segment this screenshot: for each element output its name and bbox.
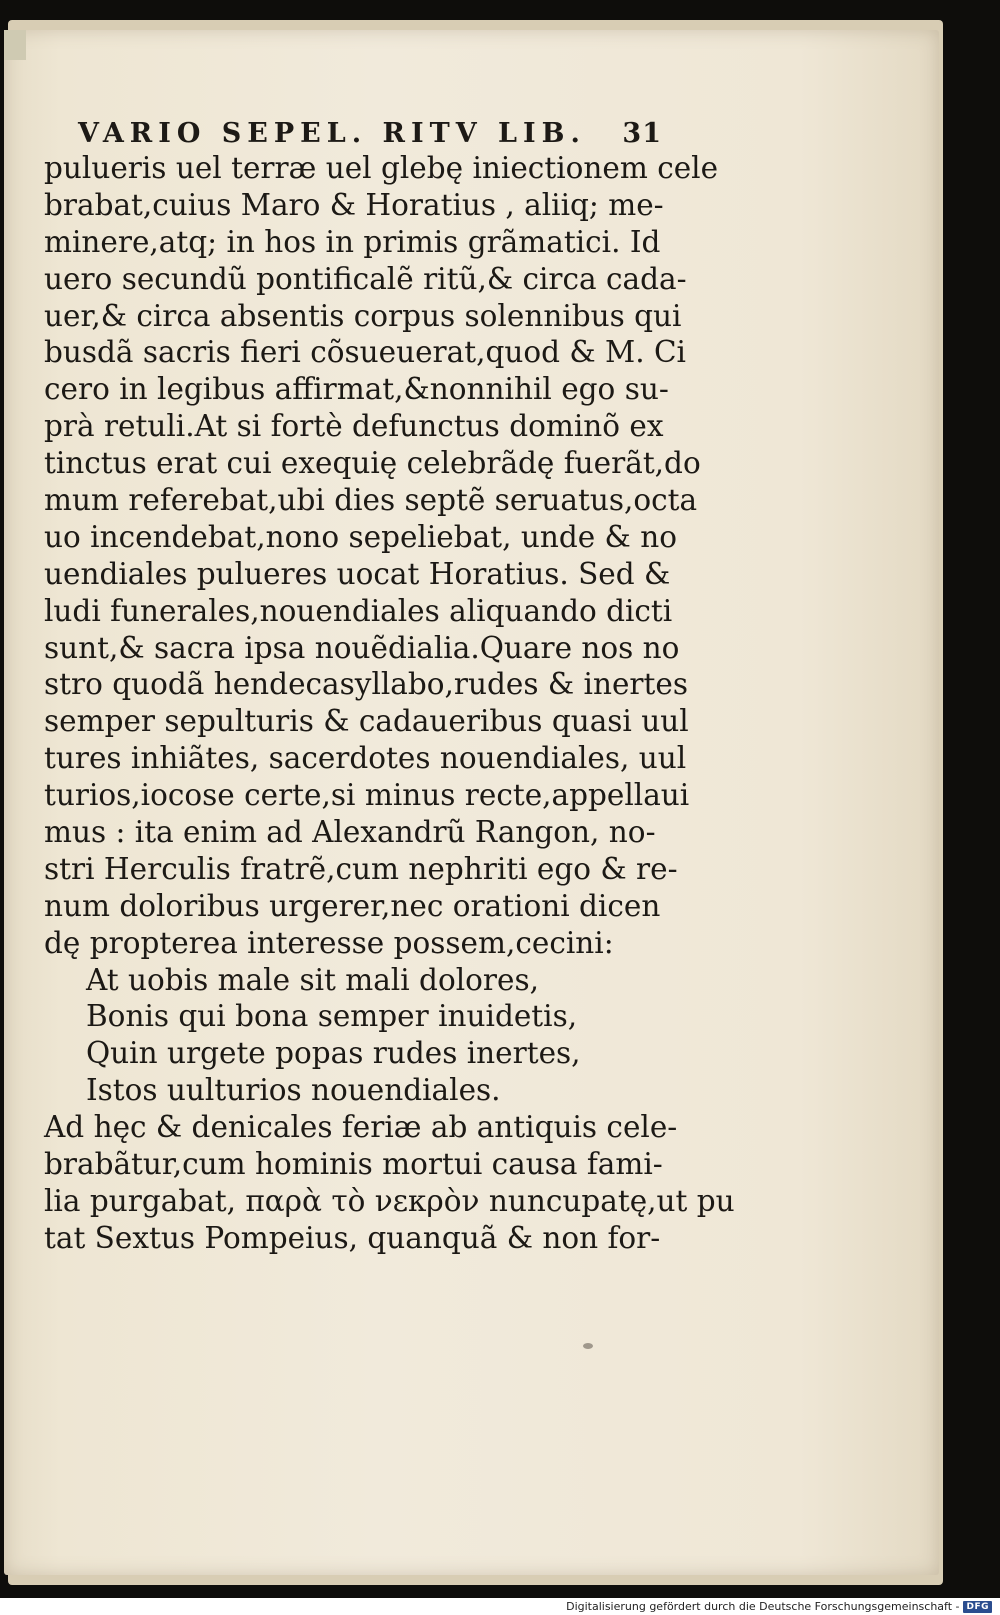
verse-line: Quin urgete popas rudes inertes, [86, 1036, 581, 1071]
text-line: stri Herculis fratrẽ,cum nephriti ego & re- [44, 851, 678, 886]
text-line: mum referebat,ubi dies septẽ seruatus,octa [44, 483, 698, 518]
text-line: uendiales pulueres uocat Horatius. Sed & [44, 556, 671, 591]
text-line: cero in legibus affirmat,&nonnihil ego su- [44, 372, 669, 407]
text-line: num doloribus urgerer,nec orationi dicen [44, 888, 661, 923]
text-line: uero secundũ pontificalẽ ritũ,& circa cada- [44, 261, 687, 296]
digitization-footer [566, 1600, 992, 1613]
text-line: busdã sacris fieri cõsueuerat,quod & M. Ci [44, 335, 686, 370]
dfg-logo-icon: DFG [963, 1601, 992, 1613]
text-line: stro quodã hendecasyllabo,rudes & inertes [44, 667, 688, 702]
ink-smudge [583, 1343, 593, 1349]
running-head [78, 118, 668, 149]
text-line: lia purgabat, παρὰ τὸ νεκρὸν nuncupatę,ut pu [44, 1183, 735, 1218]
text-line: brabat,cuius Maro & Horatius , aliiq; me- [44, 187, 664, 222]
running-head-title: VARIO SEPEL. RITV LIB. [78, 118, 586, 149]
text-line: brabãtur,cum hominis mortui causa fami- [44, 1147, 663, 1182]
text-line: turios,iocose certe,si minus recte,appellaui [44, 778, 690, 813]
text-line: uer,& circa absentis corpus solennibus qui [44, 298, 682, 333]
verse-line: At uobis male sit mali dolores, [86, 962, 539, 997]
text-line: uo incendebat,nono sepeliebat, unde & no [44, 519, 677, 554]
footer-credit: Digitalisierung gefördert durch die Deutsche Forschungsgemeinschaft - [566, 1600, 960, 1613]
body-text [44, 150, 735, 1257]
verse-line: Bonis qui bona semper inuidetis, [86, 999, 578, 1034]
text-line: minere,atq; in hos in primis grãmatici. Id [44, 224, 661, 259]
text-line: pulueris uel terræ uel glebę iniectionem cele [44, 151, 719, 185]
text-line: dę propterea interesse possem,cecini: [44, 925, 614, 960]
text-line: sunt,& sacra ipsa nouẽdialia.Quare nos no [44, 630, 680, 665]
verse-line: Istos uulturios nouendiales. [86, 1073, 501, 1108]
text-line: prà retuli.At si fortè defunctus dominõ ex [44, 409, 664, 444]
text-line: Ad hęc & denicales feriæ ab antiquis cele- [44, 1110, 678, 1145]
text-line: mus : ita enim ad Alexandrũ Rangon, no- [44, 815, 656, 850]
text-line: tinctus erat cui exequię celebrãdę fuerãt,do [44, 446, 701, 481]
text-line: tures inhiãtes, sacerdotes nouendiales, uul [44, 741, 687, 776]
text-line: ludi funerales,nouendiales aliquando dicti [44, 593, 673, 628]
text-line: semper sepulturis & cadaueribus quasi uul [44, 704, 689, 739]
page-number: 31 [622, 118, 662, 149]
page-tab-marker [4, 30, 26, 60]
text-line: tat Sextus Pompeius, quanquã & non for- [44, 1220, 661, 1255]
